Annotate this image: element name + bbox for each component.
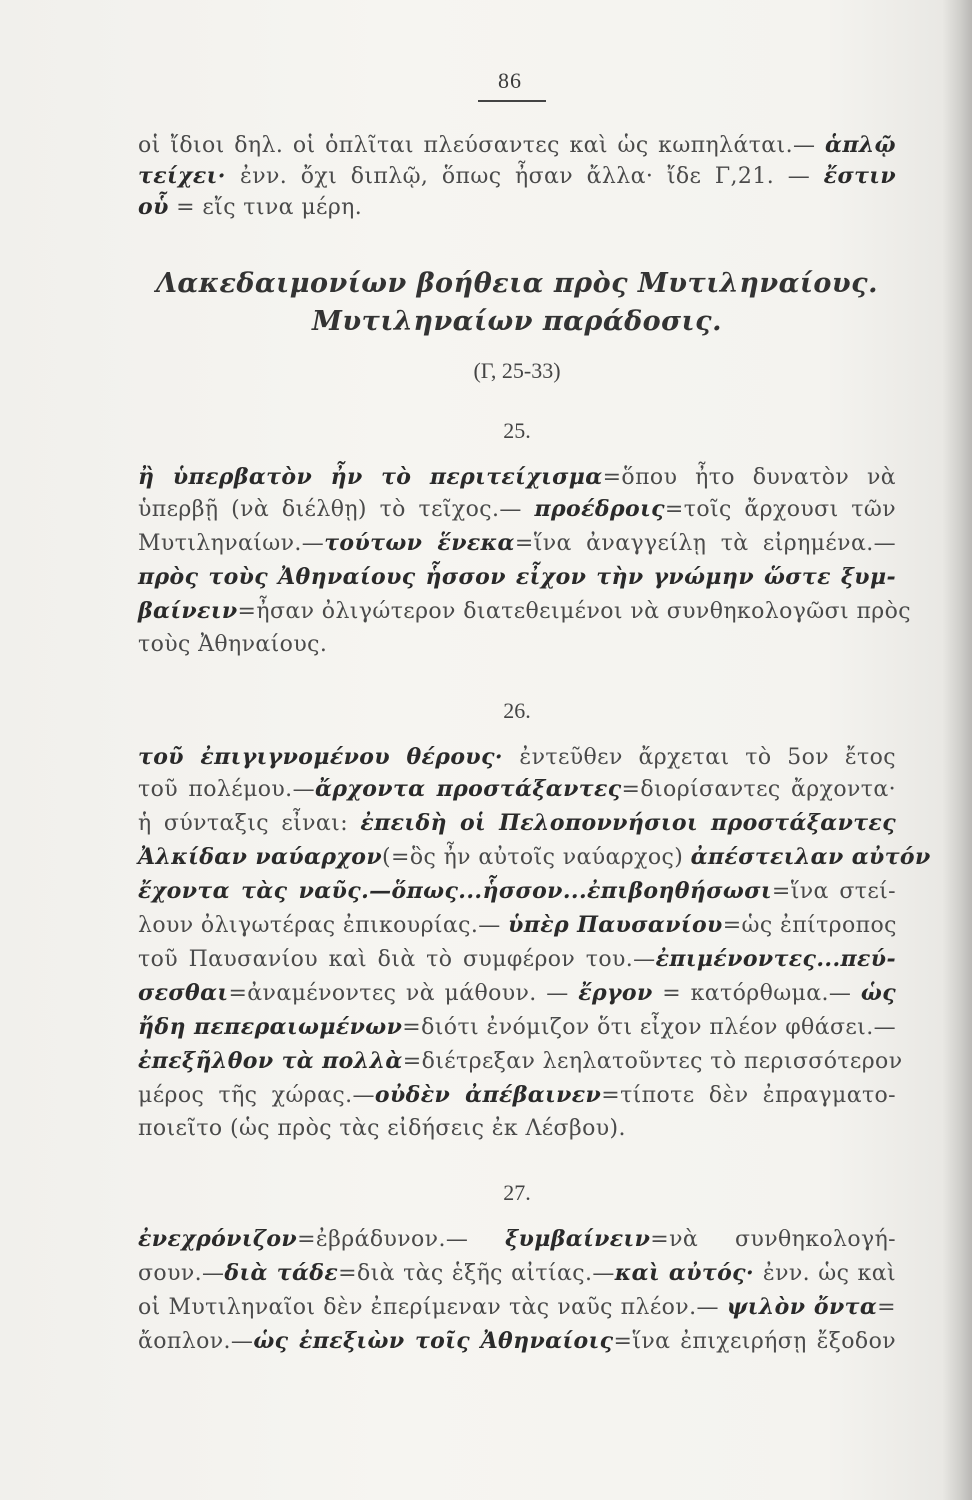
text-line: λουν ὀλιγωτέρας ἐπικουρίας.— ὑπὲρ Παυσανίου=ὡς ἐπίτροπος: [138, 912, 897, 938]
text-line: οὗ = εἴς τινα μέρη.: [138, 194, 363, 220]
text-line: ὑπερβῇ (νὰ διέλθῃ) τὸ τεῖχος.— προέδροις=τοῖς ἄρχουσι τῶν: [138, 496, 896, 522]
text-line: μέρος τῆς χώρας.—οὐδὲν ἀπέβαινεν=τίποτε δὲν ἐπραγματο-: [138, 1082, 897, 1108]
section-number: 26.: [503, 698, 531, 723]
chapter-reference: (Γ, 25-33): [473, 358, 561, 383]
text-line: Μυτιληναίων.—τούτων ἕνεκα=ἵνα ἀναγγείλῃ τὰ εἰρημένα.—: [138, 530, 896, 556]
text-line: πρὸς τοὺς Ἀθηναίους ἧσσον εἶχον τὴν γνώμην ὥστε ξυμ-: [138, 564, 896, 590]
page-number: 86: [498, 68, 522, 93]
text-line: οἱ Μυτιληναῖοι δὲν ἐπερίμεναν τὰς ναῦς πλέον.— ψιλὸν ὄντα=: [138, 1294, 896, 1320]
text-line: ἡ σύνταξις εἶναι: ἐπειδὴ οἱ Πελοποννήσιοι προστάξαντες: [138, 810, 896, 836]
section-number: 27.: [503, 1180, 531, 1205]
text-line: ἢ ὑπερβατὸν ἦν τὸ περιτείχισμα=ὅπου ἦτο δυνατὸν νὰ: [138, 464, 897, 490]
chapter-heading-line1: Λακεδαιμονίων βοήθεια πρὸς Μυτιληναίους.: [155, 268, 878, 299]
page-number-underline: [478, 100, 546, 102]
text-line: ἄοπλον.—ὡς ἐπεξιὼν τοῖς Ἀθηναίοις=ἵνα ἐπιχειρήσῃ ἔξοδον: [138, 1328, 897, 1354]
chapter-heading-line2: Μυτιληναίων παράδοσις.: [312, 306, 722, 337]
text-line: σεσθαι=ἀναμένοντες νὰ μάθουν. — ἔργον = κατόρθωμα.— ὡς: [138, 980, 897, 1006]
text-line: σουν.—διὰ τάδε=διὰ τὰς ἑξῆς αἰτίας.—καὶ αὐτός· ἐνν. ὡς καὶ: [138, 1260, 896, 1286]
text-line: ἐπεξῆλθον τὰ πολλὰ=διέτρεξαν λεηλατοῦντες τὸ περισσότερον: [138, 1048, 903, 1074]
text-line: ἔχοντα τὰς ναῦς.—ὅπως...ἧσσον...ἐπιβοηθήσωσι=ἵνα στεί-: [138, 878, 896, 904]
text-line: τοῦ Παυσανίου καὶ διὰ τὸ συμφέρον του.—ἐπιμένοντες...πεύ-: [138, 946, 896, 972]
text-line: τείχει· ἐνν. ὄχι διπλῷ, ὅπως ἦσαν ἄλλα· ἴδε Γ,21. — ἔστιν: [138, 163, 896, 189]
text-line: ἤδη πεπεραιωμένων=διότι ἐνόμιζον ὅτι εἶχον πλέον φθάσει.—: [138, 1014, 896, 1040]
text-line: τοὺς Ἀθηναίους.: [138, 632, 328, 657]
page-spine-shadow: [942, 0, 972, 1500]
section-number: 25.: [503, 418, 531, 443]
text-line: τοῦ πολέμου.—ἄρχοντα προστάξαντες=διορίσαντες ἄρχοντα·: [138, 776, 896, 802]
text-line: βαίνειν=ἦσαν ὀλιγώτερον διατεθειμένοι νὰ συνθηκολογῶσι πρὸς: [138, 598, 911, 624]
text-line: Ἀλκίδαν ναύαρχον(=ὃς ἦν αὐτοῖς ναύαρχος) ἀπέστειλαν αὐτόν: [138, 844, 931, 870]
text-line: ἐνεχρόνιζον=ἐβράδυνον.— ξυμβαίνειν=νὰ συνθηκολογή-: [138, 1226, 896, 1252]
text-line: ποιεῖτο (ὡς πρὸς τὰς εἰδήσεις ἐκ Λέσβου).: [138, 1116, 626, 1141]
text-line: τοῦ ἐπιγιγνομένου θέρους· ἐντεῦθεν ἄρχεται τὸ 5ον ἔτος: [138, 744, 896, 770]
text-line: οἱ ἴδιοι δηλ. οἱ ὁπλῖται πλεύσαντες καὶ ὡς κωπηλάται.— ἁπλῷ: [138, 132, 896, 158]
